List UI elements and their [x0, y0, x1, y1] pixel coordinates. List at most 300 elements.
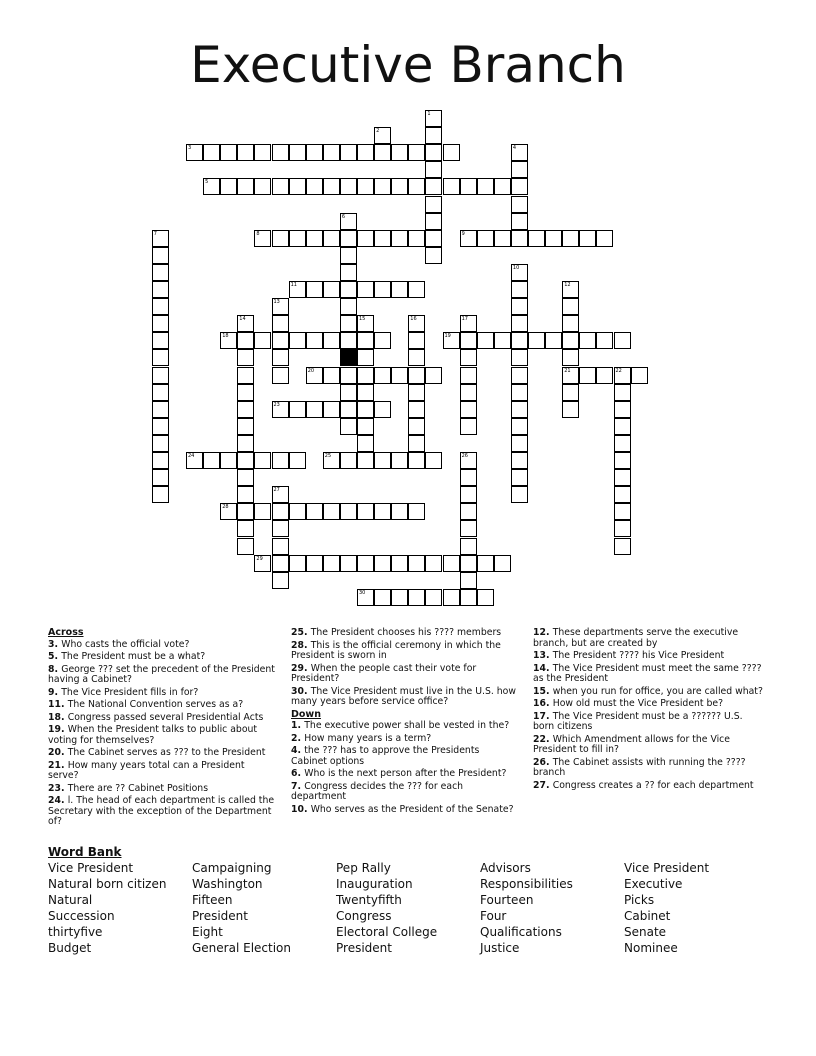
grid-cell[interactable]: [323, 230, 340, 247]
grid-cell[interactable]: [579, 332, 596, 349]
grid-cell[interactable]: [511, 178, 528, 195]
grid-cell[interactable]: [408, 503, 425, 520]
grid-cell[interactable]: [357, 418, 374, 435]
word-bank-item: Twentyfifth: [336, 893, 402, 907]
grid-cell[interactable]: [289, 281, 306, 298]
grid-cell[interactable]: [562, 230, 579, 247]
grid-cell[interactable]: [460, 230, 477, 247]
grid-cell[interactable]: [152, 281, 169, 298]
grid-cell[interactable]: [152, 332, 169, 349]
grid-cell[interactable]: [254, 144, 271, 161]
grid-cell[interactable]: [272, 178, 289, 195]
grid-cell[interactable]: [408, 315, 425, 332]
grid-cell[interactable]: [237, 178, 254, 195]
grid-cell[interactable]: [272, 572, 289, 589]
grid-cell[interactable]: [357, 503, 374, 520]
grid-cell[interactable]: [614, 520, 631, 537]
grid-cell[interactable]: [340, 555, 357, 572]
grid-cell[interactable]: [152, 264, 169, 281]
grid-cell[interactable]: [408, 144, 425, 161]
grid-cell[interactable]: [425, 161, 442, 178]
grid-cell[interactable]: [237, 401, 254, 418]
grid-cell[interactable]: [408, 332, 425, 349]
grid-cell[interactable]: [460, 452, 477, 469]
grid-cell[interactable]: [357, 281, 374, 298]
clue-text: The National Convention serves as a?: [67, 699, 244, 710]
grid-cell[interactable]: [340, 178, 357, 195]
grid-cell[interactable]: [511, 315, 528, 332]
grid-cell[interactable]: [511, 264, 528, 281]
grid-cell[interactable]: [511, 486, 528, 503]
grid-cell[interactable]: [614, 418, 631, 435]
grid-cell[interactable]: [425, 367, 442, 384]
grid-cell[interactable]: [374, 178, 391, 195]
clue-text: The executive power shall be vested in the?: [304, 720, 510, 731]
grid-cell[interactable]: [511, 349, 528, 366]
grid-cell[interactable]: [237, 315, 254, 332]
grid-cell[interactable]: [340, 144, 357, 161]
grid-cell[interactable]: [357, 589, 374, 606]
grid-cell[interactable]: [614, 332, 631, 349]
clue-text: These departments serve the executive branch, but are created by: [533, 627, 739, 649]
grid-cell[interactable]: [340, 298, 357, 315]
grid-cell[interactable]: [614, 452, 631, 469]
grid-cell[interactable]: [562, 315, 579, 332]
grid-cell[interactable]: [152, 298, 169, 315]
grid-cell[interactable]: [237, 384, 254, 401]
grid-cell[interactable]: [374, 589, 391, 606]
grid-cell[interactable]: [357, 315, 374, 332]
grid-cell[interactable]: [186, 144, 203, 161]
grid-cell[interactable]: [323, 281, 340, 298]
across-clue: [291, 641, 517, 662]
grid-cell[interactable]: [562, 367, 579, 384]
grid-cell[interactable]: [357, 349, 374, 366]
down-clue: [533, 781, 763, 792]
grid-cell[interactable]: [340, 213, 357, 230]
grid-cell[interactable]: [511, 332, 528, 349]
grid-cell[interactable]: [494, 178, 511, 195]
grid-cell[interactable]: [391, 144, 408, 161]
grid-cell[interactable]: [562, 401, 579, 418]
grid-cell[interactable]: [460, 332, 477, 349]
grid-cell[interactable]: [374, 503, 391, 520]
grid-cell[interactable]: [391, 589, 408, 606]
grid-cell[interactable]: [152, 401, 169, 418]
grid-cell[interactable]: [391, 555, 408, 572]
grid-cell[interactable]: [545, 230, 562, 247]
across-clue: [48, 796, 276, 828]
clue-text: How many years total can a President serve?: [48, 759, 245, 781]
grid-cell[interactable]: [289, 452, 306, 469]
grid-cell[interactable]: [408, 555, 425, 572]
clue-number: 29: [256, 555, 263, 562]
grid-cell[interactable]: [203, 144, 220, 161]
grid-cell[interactable]: [460, 401, 477, 418]
grid-cell[interactable]: [152, 349, 169, 366]
grid-cell[interactable]: [272, 367, 289, 384]
down-clue: [533, 664, 763, 685]
grid-cell[interactable]: [272, 298, 289, 315]
grid-cell[interactable]: [596, 367, 613, 384]
grid-cell[interactable]: [272, 315, 289, 332]
grid-cell[interactable]: [357, 452, 374, 469]
grid-cell[interactable]: [272, 486, 289, 503]
grid-cell[interactable]: [340, 452, 357, 469]
grid-cell[interactable]: [425, 213, 442, 230]
grid-cell[interactable]: [152, 247, 169, 264]
word-bank-item: Campaigning: [192, 861, 272, 875]
grid-cell[interactable]: [237, 486, 254, 503]
grid-cell[interactable]: [562, 349, 579, 366]
grid-cell[interactable]: [443, 589, 460, 606]
grid-cell[interactable]: [562, 281, 579, 298]
down-clue: [291, 721, 517, 732]
grid-cell[interactable]: [408, 401, 425, 418]
grid-cell[interactable]: [511, 367, 528, 384]
grid-cell[interactable]: [220, 452, 237, 469]
clue-number: 9: [461, 230, 465, 237]
grid-cell[interactable]: [340, 281, 357, 298]
clue-text: There are ?? Cabinet Positions: [67, 782, 209, 794]
grid-cell[interactable]: [374, 127, 391, 144]
grid-cell[interactable]: [408, 418, 425, 435]
grid-cell[interactable]: [186, 452, 203, 469]
grid-cell[interactable]: [511, 452, 528, 469]
grid-cell[interactable]: [391, 230, 408, 247]
grid-cell[interactable]: [477, 555, 494, 572]
down-clue: [533, 628, 763, 649]
grid-cell[interactable]: [460, 367, 477, 384]
grid-cell[interactable]: [425, 230, 442, 247]
grid-cell[interactable]: [203, 452, 220, 469]
grid-cell[interactable]: [340, 230, 357, 247]
grid-cell[interactable]: [425, 589, 442, 606]
grid-cell[interactable]: [254, 555, 271, 572]
grid-cell[interactable]: [374, 452, 391, 469]
grid-cell[interactable]: [237, 538, 254, 555]
grid-cell[interactable]: [340, 367, 357, 384]
grid-cell[interactable]: [289, 144, 306, 161]
grid-cell[interactable]: [579, 230, 596, 247]
grid-cell[interactable]: [511, 469, 528, 486]
grid-cell[interactable]: [237, 332, 254, 349]
grid-cell[interactable]: [374, 332, 391, 349]
grid-cell[interactable]: [511, 161, 528, 178]
grid-cell[interactable]: [425, 555, 442, 572]
grid-cell[interactable]: [272, 503, 289, 520]
word-bank-column: [336, 860, 437, 956]
grid-cell[interactable]: [391, 503, 408, 520]
grid-cell[interactable]: [408, 384, 425, 401]
clue-number: 18: [222, 333, 229, 340]
grid-cell[interactable]: [614, 469, 631, 486]
grid-cell[interactable]: [460, 469, 477, 486]
word-bank-item: thirtyfive: [48, 925, 103, 939]
grid-cell[interactable]: [203, 178, 220, 195]
grid-cell[interactable]: [254, 503, 271, 520]
grid-cell[interactable]: [357, 230, 374, 247]
grid-cell[interactable]: [152, 452, 169, 469]
clue-label: 3.: [48, 638, 62, 650]
clue-number: 27: [273, 487, 280, 494]
grid-cell[interactable]: [152, 315, 169, 332]
grid-cell[interactable]: [494, 332, 511, 349]
grid-cell[interactable]: [237, 469, 254, 486]
grid-cell[interactable]: [220, 144, 237, 161]
grid-cell[interactable]: [408, 435, 425, 452]
grid-cell[interactable]: [306, 281, 323, 298]
grid-cell[interactable]: [494, 555, 511, 572]
grid-cell[interactable]: [272, 332, 289, 349]
grid-cell[interactable]: [323, 555, 340, 572]
grid-cell[interactable]: [511, 298, 528, 315]
grid-cell[interactable]: [237, 144, 254, 161]
grid-cell[interactable]: [511, 401, 528, 418]
clue-number: 5: [205, 179, 209, 186]
grid-cell[interactable]: [152, 367, 169, 384]
grid-cell[interactable]: [272, 538, 289, 555]
grid-cell[interactable]: [306, 401, 323, 418]
across-clue: [48, 652, 276, 663]
grid-cell[interactable]: [374, 555, 391, 572]
grid-cell[interactable]: [272, 230, 289, 247]
grid-cell[interactable]: [408, 178, 425, 195]
grid-cell[interactable]: [614, 538, 631, 555]
grid-cell[interactable]: [443, 144, 460, 161]
grid-cell[interactable]: [289, 178, 306, 195]
word-bank-item: Four: [480, 909, 507, 923]
clue-text: How many years is a term?: [304, 732, 432, 744]
grid-cell[interactable]: [289, 230, 306, 247]
grid-cell[interactable]: [408, 349, 425, 366]
grid-cell[interactable]: [408, 281, 425, 298]
grid-cell[interactable]: [340, 384, 357, 401]
grid-cell[interactable]: [614, 486, 631, 503]
word-bank-item: Cabinet: [624, 909, 671, 923]
grid-cell[interactable]: [460, 486, 477, 503]
clue-label: 7.: [291, 780, 305, 792]
grid-cell[interactable]: [425, 178, 442, 195]
grid-cell[interactable]: [528, 230, 545, 247]
grid-cell[interactable]: [425, 452, 442, 469]
clue-number: 23: [273, 401, 280, 408]
grid-cell[interactable]: [237, 520, 254, 537]
grid-cell[interactable]: [220, 503, 237, 520]
grid-cell[interactable]: [374, 230, 391, 247]
grid-cell[interactable]: [425, 110, 442, 127]
grid-cell[interactable]: [460, 418, 477, 435]
grid-cell[interactable]: [254, 332, 271, 349]
grid-cell[interactable]: [323, 178, 340, 195]
grid-cell[interactable]: [460, 589, 477, 606]
grid-cell[interactable]: [391, 178, 408, 195]
grid-cell[interactable]: [340, 401, 357, 418]
grid-cell[interactable]: [614, 435, 631, 452]
grid-cell[interactable]: [511, 384, 528, 401]
grid-cell[interactable]: [323, 401, 340, 418]
grid-cell[interactable]: [152, 469, 169, 486]
grid-cell[interactable]: [408, 452, 425, 469]
grid-cell[interactable]: [562, 298, 579, 315]
grid-cell[interactable]: [614, 401, 631, 418]
grid-cell[interactable]: [545, 332, 562, 349]
grid-cell[interactable]: [425, 144, 442, 161]
grid-cell[interactable]: [579, 367, 596, 384]
grid-cell[interactable]: [289, 332, 306, 349]
grid-cell[interactable]: [272, 555, 289, 572]
grid-cell[interactable]: [460, 503, 477, 520]
grid-cell[interactable]: [272, 520, 289, 537]
grid-cell[interactable]: [323, 144, 340, 161]
grid-cell[interactable]: [596, 230, 613, 247]
grid-cell[interactable]: [254, 230, 271, 247]
grid-cell[interactable]: [460, 384, 477, 401]
grid-cell[interactable]: [391, 452, 408, 469]
grid-cell[interactable]: [374, 401, 391, 418]
clue-number: 11: [290, 282, 297, 288]
grid-cell[interactable]: [340, 247, 357, 264]
grid-cell[interactable]: [357, 555, 374, 572]
grid-cell[interactable]: [272, 452, 289, 469]
grid-cell[interactable]: [408, 230, 425, 247]
grid-cell[interactable]: [425, 127, 442, 144]
grid-cell[interactable]: [357, 144, 374, 161]
grid-cell[interactable]: [340, 418, 357, 435]
grid-cell[interactable]: [340, 264, 357, 281]
grid-cell[interactable]: [511, 230, 528, 247]
grid-cell[interactable]: [152, 418, 169, 435]
grid-cell[interactable]: [562, 332, 579, 349]
grid-cell[interactable]: [237, 418, 254, 435]
grid-cell[interactable]: [425, 196, 442, 213]
grid-cell[interactable]: [528, 332, 545, 349]
grid-cell[interactable]: [220, 332, 237, 349]
grid-cell[interactable]: [511, 435, 528, 452]
grid-cell[interactable]: [323, 332, 340, 349]
grid-cell[interactable]: [425, 247, 442, 264]
grid-cell[interactable]: [357, 384, 374, 401]
grid-cell[interactable]: [408, 589, 425, 606]
grid-cell[interactable]: [306, 503, 323, 520]
grid-cell[interactable]: [254, 178, 271, 195]
grid-cell[interactable]: [152, 384, 169, 401]
grid-cell[interactable]: [357, 401, 374, 418]
grid-cell[interactable]: [460, 538, 477, 555]
grid-cell[interactable]: [340, 332, 357, 349]
grid-cell[interactable]: [272, 144, 289, 161]
grid-cell[interactable]: [306, 555, 323, 572]
clue-text: George ??? set the precedent of the President having a Cabinet?: [48, 663, 275, 685]
grid-cell[interactable]: [562, 384, 579, 401]
grid-cell[interactable]: [596, 332, 613, 349]
grid-cell[interactable]: [340, 315, 357, 332]
word-bank-item: General Election: [192, 941, 291, 955]
grid-cell[interactable]: [254, 452, 271, 469]
grid-cell[interactable]: [494, 230, 511, 247]
grid-cell[interactable]: [306, 144, 323, 161]
grid-cell[interactable]: [460, 572, 477, 589]
grid-cell[interactable]: [477, 178, 494, 195]
grid-cell[interactable]: [443, 178, 460, 195]
grid-cell[interactable]: [306, 230, 323, 247]
grid-cell[interactable]: [152, 486, 169, 503]
clue-number: 7: [153, 230, 157, 237]
grid-cell[interactable]: [323, 452, 340, 469]
grid-cell[interactable]: [289, 401, 306, 418]
grid-cell[interactable]: [477, 332, 494, 349]
clue-label: 25.: [291, 627, 311, 638]
grid-cell[interactable]: [237, 349, 254, 366]
grid-cell[interactable]: [443, 332, 460, 349]
grid-cell[interactable]: [443, 555, 460, 572]
grid-cell[interactable]: [306, 332, 323, 349]
grid-cell[interactable]: [614, 503, 631, 520]
grid-cell[interactable]: [631, 367, 648, 384]
grid-cell[interactable]: [614, 367, 631, 384]
grid-cell[interactable]: [323, 503, 340, 520]
clue-number: 26: [461, 453, 468, 459]
down-clue: [533, 712, 763, 733]
grid-cell[interactable]: [460, 315, 477, 332]
grid-cell[interactable]: [374, 281, 391, 298]
grid-cell[interactable]: [272, 349, 289, 366]
grid-cell[interactable]: [152, 230, 169, 247]
clue-number: 17: [461, 316, 468, 323]
grid-cell[interactable]: [391, 281, 408, 298]
grid-cell[interactable]: [237, 435, 254, 452]
grid-cell[interactable]: [511, 196, 528, 213]
grid-cell[interactable]: [306, 178, 323, 195]
grid-cell[interactable]: [460, 178, 477, 195]
grid-cell[interactable]: [511, 144, 528, 161]
grid-cell[interactable]: [511, 281, 528, 298]
grid-cell[interactable]: [357, 332, 374, 349]
grid-cell[interactable]: [408, 367, 425, 384]
clue-text: The Cabinet assists with running the ???? branch: [533, 756, 746, 778]
grid-cell[interactable]: [340, 503, 357, 520]
grid-cell[interactable]: [391, 367, 408, 384]
across-clue: [48, 748, 276, 759]
grid-cell[interactable]: [272, 401, 289, 418]
across-clue: [48, 725, 276, 746]
grid-cell[interactable]: [460, 349, 477, 366]
grid-cell[interactable]: [511, 213, 528, 230]
grid-cell[interactable]: [460, 520, 477, 537]
clue-label: 13.: [533, 650, 553, 661]
grid-cell[interactable]: [357, 178, 374, 195]
grid-cell[interactable]: [306, 367, 323, 384]
grid-cell[interactable]: [237, 503, 254, 520]
grid-cell[interactable]: [237, 367, 254, 384]
grid-cell[interactable]: [220, 178, 237, 195]
grid-cell[interactable]: [614, 384, 631, 401]
grid-cell[interactable]: [152, 435, 169, 452]
grid-cell[interactable]: [511, 418, 528, 435]
grid-cell[interactable]: [460, 555, 477, 572]
grid-cell[interactable]: [477, 230, 494, 247]
grid-cell[interactable]: [374, 367, 391, 384]
grid-cell[interactable]: [323, 367, 340, 384]
grid-cell[interactable]: [357, 435, 374, 452]
grid-cell[interactable]: [237, 452, 254, 469]
grid-cell[interactable]: [477, 589, 494, 606]
grid-cell[interactable]: [289, 503, 306, 520]
grid-cell[interactable]: [357, 367, 374, 384]
grid-cell[interactable]: [289, 555, 306, 572]
word-bank-item: Vice President: [48, 861, 134, 875]
grid-cell[interactable]: [374, 144, 391, 161]
